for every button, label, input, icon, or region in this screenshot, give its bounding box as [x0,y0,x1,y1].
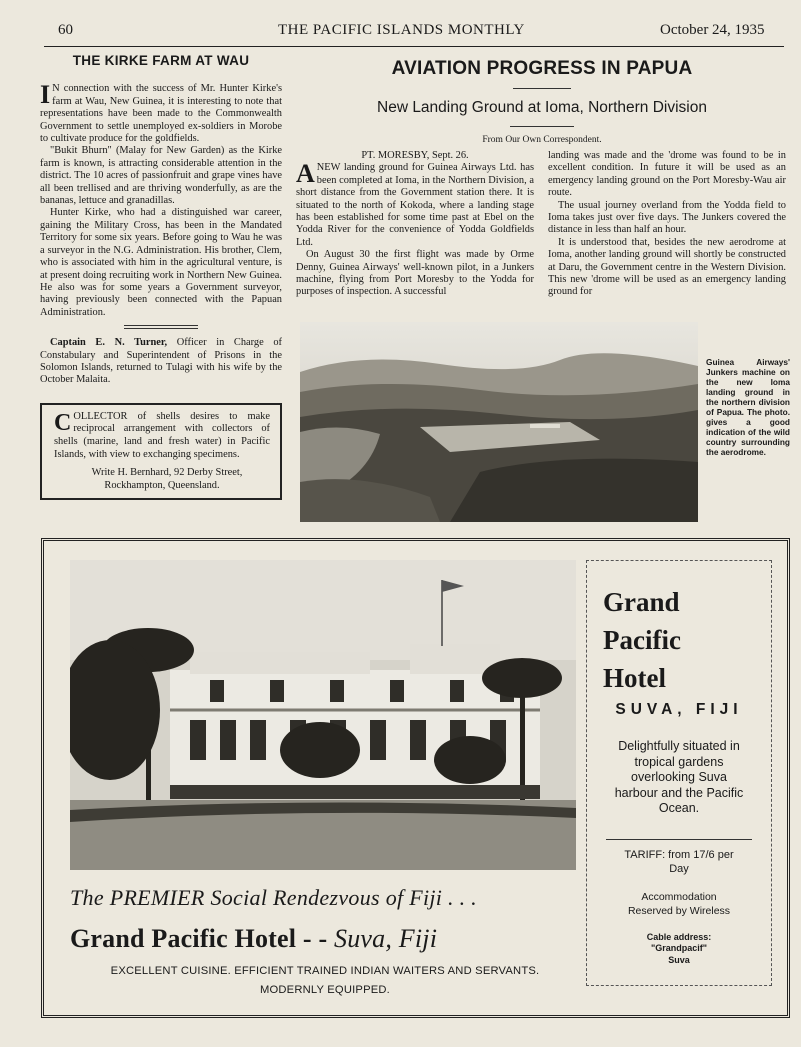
aviation-subtitle: New Landing Ground at Ioma, Northern Division [377,99,707,116]
aviation-dropcap: A [296,159,315,189]
hotel-features: EXCELLENT CUISINE. EFFICIENT TRAINED INDIAN WAITERS AND SERVANTS. MODERNLY EQUIPPED. [110,965,540,996]
section-divider [124,325,198,329]
aviation-col-2 [548,150,786,299]
aerodrome-photo-image [300,322,698,522]
hotel-name-stack: Grand Pacific Hotel [603,587,681,693]
aviation-title: AVIATION PROGRESS IN PAPUA [391,58,693,79]
kirke-para-1: I N connection with the success of Mr. Hunter Kirke's farm at Wau, New Guinea, it is interesting to note that representations have been made to the Commonwealth Government to settle unemployed ex-soldiers in Morobe to cultivate produce for the goldfields. [40,80,282,145]
aviation-header [292,58,792,145]
aviation-para-1: ANEW landing ground for Guinea Airways Ltd. has been completed at Ioma, in the Northern Division, a short distance from the Government station there. It is situated to the north of Kokoda, where a landing stage has been established for some time past at Ebel on the Yodda River for the convenience of Yodda Goldfields Ltd. [296,159,534,248]
hotel-photo [70,560,576,870]
header-rule [44,46,784,47]
page-number: 60 [58,22,73,38]
kirke-dropcap: I [40,80,51,110]
hotel-cable: Cable address: "Grandpacif" Suva [646,931,712,965]
left-column [40,55,282,500]
hotel-description: Delightfully situated in tropical gardens overlooking Suva harbour and the Pacific Ocean. [614,739,744,815]
collector-notice [40,403,282,501]
hotel-tagline: The PREMIER Social Rendezvous of Fiji . . . [70,885,477,910]
hotel-tariff: TARIFF: from 17/6 per Day [624,848,734,875]
hotel-photo-image [70,560,576,870]
hotel-bigname-place: Suva, Fiji [334,924,438,953]
title-rule [513,88,571,89]
dateline: PT. MORESBY, Sept. 26. [361,150,469,161]
aviation-para-3: landing was made and the 'drome was found to be in excellent condition. In future it will be used as an emergency landing ground on the Port Moresby-Wau air route. [548,150,786,199]
collector-dropcap: C [54,409,72,436]
byline: From Our Own Correspondent. [482,135,602,145]
hotel-accommodation: Accommodation Reserved by Wireless [627,890,731,917]
turner-name: Captain E. N. Turner, [50,337,168,349]
aviation-para-5: It is understood that, besides the new aerodrome at Ioma, another landing ground will shortly be constructed at Daru, the Government centre in the Western Division. This new 'drome will be used as an emergency landing ground for [548,236,786,298]
box-divider [606,839,752,840]
aviation-para-2: On August 30 the first flight was made by Orme Denny, Guinea Airways' well-known pilot, in a Junkers machine, flying from Port Moresby to the Yodda for purposes of inspection. A successful [296,249,534,298]
kirke-title: THE KIRKE FARM AT WAU [72,53,250,68]
hotel-info-box [586,560,772,986]
issue-date: October 24, 1935 [660,22,765,38]
aerodrome-photo [300,322,698,522]
collector-text: COLLECTOR of shells desires to make reciprocal arrangement with collectors of shells (marine, land and fresh water) in Pacific Islands, with view to exchanging specimens. [54,409,270,460]
collector-address: Write H. Bernhard, 92 Derby Street, Rockhampton, Queensland. [91,467,243,491]
aviation-col-1 [296,150,534,299]
subtitle-rule [510,126,574,127]
hotel-location: SUVA, FIJI [615,701,743,718]
turner-note: Captain E. N. Turner, Officer in Charge of Constabulary and Superintendent of Prisons in the Solomon Islands, returned to Tulagi with his wife by the October Malaita. [40,337,283,386]
hotel-bigname: Grand Pacific Hotel - - Suva, Fiji [70,924,438,953]
aviation-para-4: The usual journey overland from the Yodda field to Ioma takes just over five days. The Junkers covered the distance in less than half an hour. [548,199,786,236]
kirke-para-3: Hunter Kirke, who had a distinguished war career, gaining the Military Cross, has been in the Mandated Territory for some six years. Before going to Wau he was a surveyor in the N.G. Administration. His brother, Clem, who is associated with him in the agricultural venture, is at present doing recruiting work in Northern New Guinea. He also was for some years a Government surveyor, having previously been connected with the Papuan Administration. [40,207,282,318]
journal-title: THE PACIFIC ISLANDS MONTHLY [278,22,525,38]
aerodrome-caption: Guinea Airways' Junkers machine on the new Ioma landing ground in the northern division of Papua. The photo. gives a good indication of the wild country surrounding the aerodrome. [706,357,790,457]
running-head [0,22,801,46]
kirke-para-2: "Bukit Bhurn" (Malay for New Garden) as the Kirke farm is known, is attracting considerable attention in the district. The 10 acres of passionfruit and grape vines have all been trellised and are thriving wonderfully, as are the bananas, lettuce and granadillas. [40,145,282,207]
